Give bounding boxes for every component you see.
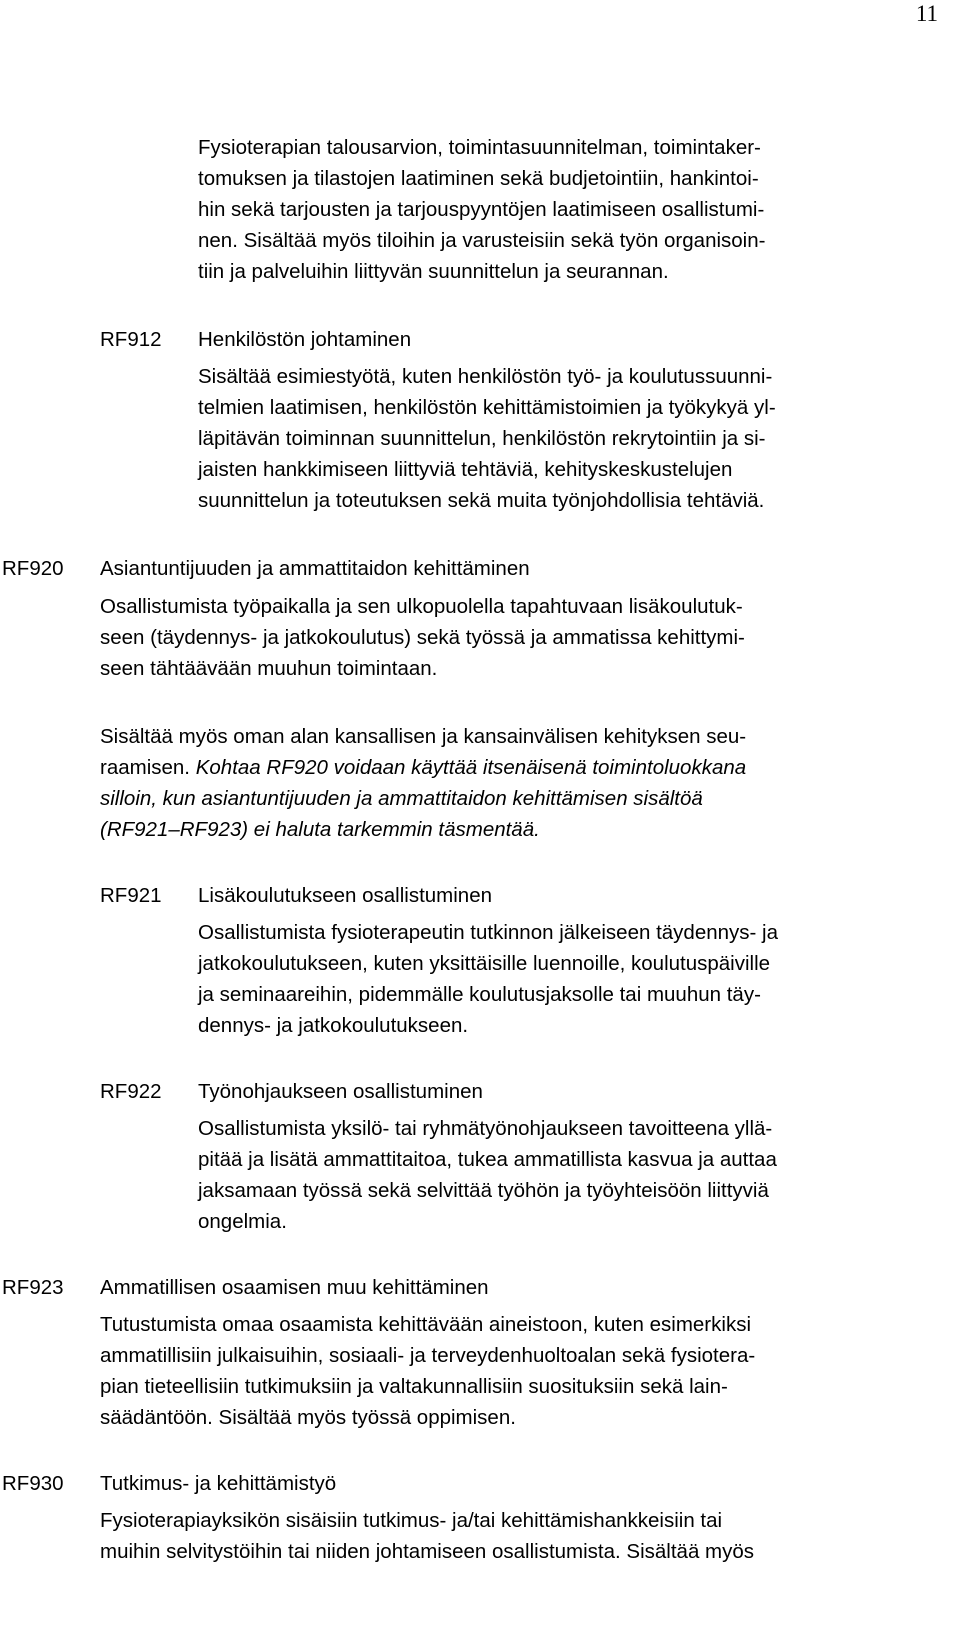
text-line: hin sekä tarjousten ja tarjouspyyntöjen laatimiseen osallistumi- [198, 198, 765, 221]
page-number: 11 [915, 1, 938, 26]
section-code: RF921 [100, 884, 162, 907]
section-code: RF920 [2, 557, 64, 580]
text-line: seen (täydennys- ja jatkokoulutus) sekä työssä ja ammatissa kehittymi- [100, 626, 745, 649]
section-code: RF912 [100, 328, 162, 351]
section-code: RF922 [100, 1080, 162, 1103]
text-line [100, 754, 746, 782]
text-line: Osallistumista fysioterapeutin tutkinnon jälkeiseen täydennys- ja [198, 921, 778, 944]
text-line: Fysioterapiayksikön sisäisiin tutkimus- ja/tai kehittämishankkeisiin tai [100, 1509, 723, 1532]
section-title: Työnohjaukseen osallistuminen [198, 1080, 483, 1103]
text-line: jaksamaan työssä sekä selvittää työhön ja työyhteisöön liittyviä [198, 1179, 769, 1202]
text-line: tiin ja palveluihin liittyvän suunnittelun ja seurannan. [198, 260, 669, 283]
text-line: muihin selvitystöihin tai niiden johtamiseen osallistumista. Sisältää myös [100, 1540, 755, 1563]
section-code: RF923 [2, 1276, 64, 1299]
text-line: Tutustumista omaa osaamista kehittävään aineistoon, kuten esimerkiksi [100, 1313, 751, 1336]
text-line: Fysioterapian talousarvion, toimintasuunnitelman, toimintaker- [198, 136, 761, 159]
section-title: Lisäkoulutukseen osallistuminen [198, 884, 493, 907]
text-line: Sisältää myös oman alan kansallisen ja kansainvälisen kehityksen seu- [100, 725, 747, 748]
text-line: seen tähtäävään muuhun toimintaan. [100, 657, 438, 680]
text-line-italic: (RF921–RF923) ei haluta tarkemmin täsmentää. [100, 818, 540, 841]
text-line: ammatillisiin julkaisuihin, sosiaali- ja terveydenhuoltoalan sekä fysiotera- [100, 1344, 756, 1367]
text-line: ongelmia. [198, 1210, 287, 1233]
section-title: Tutkimus- ja kehittämistyö [100, 1472, 337, 1495]
text-line: pian tieteellisiin tutkimuksiin ja valtakunnallisiin suosituksiin sekä lain- [100, 1375, 728, 1398]
text-line: suunnittelun ja toteutuksen sekä muita työnjohdollisia tehtäviä. [198, 489, 765, 512]
text-normal: raamisen. [100, 756, 191, 779]
text-line-italic: silloin, kun asiantuntijuuden ja ammattitaidon kehittämisen sisältöä [100, 787, 703, 810]
section-title: Asiantuntijuuden ja ammattitaidon kehittäminen [100, 557, 530, 580]
text-line: tomuksen ja tilastojen laatiminen sekä budjetointiin, hankintoi- [198, 167, 759, 190]
text-line: dennys- ja jatkokoulutukseen. [198, 1014, 469, 1037]
text-line: jatkokoulutukseen, kuten yksittäisille luennoille, koulutuspäiville [198, 952, 771, 975]
text-line: Sisältää esimiestyötä, kuten henkilöstön työ- ja koulutussuunni- [198, 365, 773, 388]
section-title: Henkilöstön johtaminen [198, 328, 412, 351]
text-line: säädäntöön. Sisältää myös työssä oppimisen. [100, 1406, 516, 1429]
text-italic: Kohtaa RF920 voidaan käyttää itsenäisenä toimintoluokkana [195, 756, 747, 779]
section-title: Ammatillisen osaamisen muu kehittäminen [100, 1276, 489, 1299]
text-line: Osallistumista työpaikalla ja sen ulkopuolella tapahtuvaan lisäkoulutuk- [100, 595, 743, 618]
text-line: ja seminaareihin, pidemmälle koulutusjaksolle tai muuhun täy- [198, 983, 761, 1006]
text-line: läpitävän toiminnan suunnittelun, henkilöstön rekrytointiin ja si- [198, 427, 766, 450]
text-line: pitää ja lisätä ammattitaitoa, tukea ammatillista kasvua ja auttaa [198, 1148, 777, 1171]
text-line: jaisten hankkimiseen liittyviä tehtäviä, kehityskeskustelujen [198, 458, 733, 481]
text-line: Osallistumista yksilö- tai ryhmätyönohjaukseen tavoitteena yllä- [198, 1117, 773, 1140]
section-code: RF930 [2, 1472, 64, 1495]
text-line: nen. Sisältää myös tiloihin ja varusteisiin sekä työn organisoin- [198, 229, 766, 252]
text-line: telmien laatimisen, henkilöstön kehittämistoimien ja työkykyä yl- [198, 396, 776, 419]
